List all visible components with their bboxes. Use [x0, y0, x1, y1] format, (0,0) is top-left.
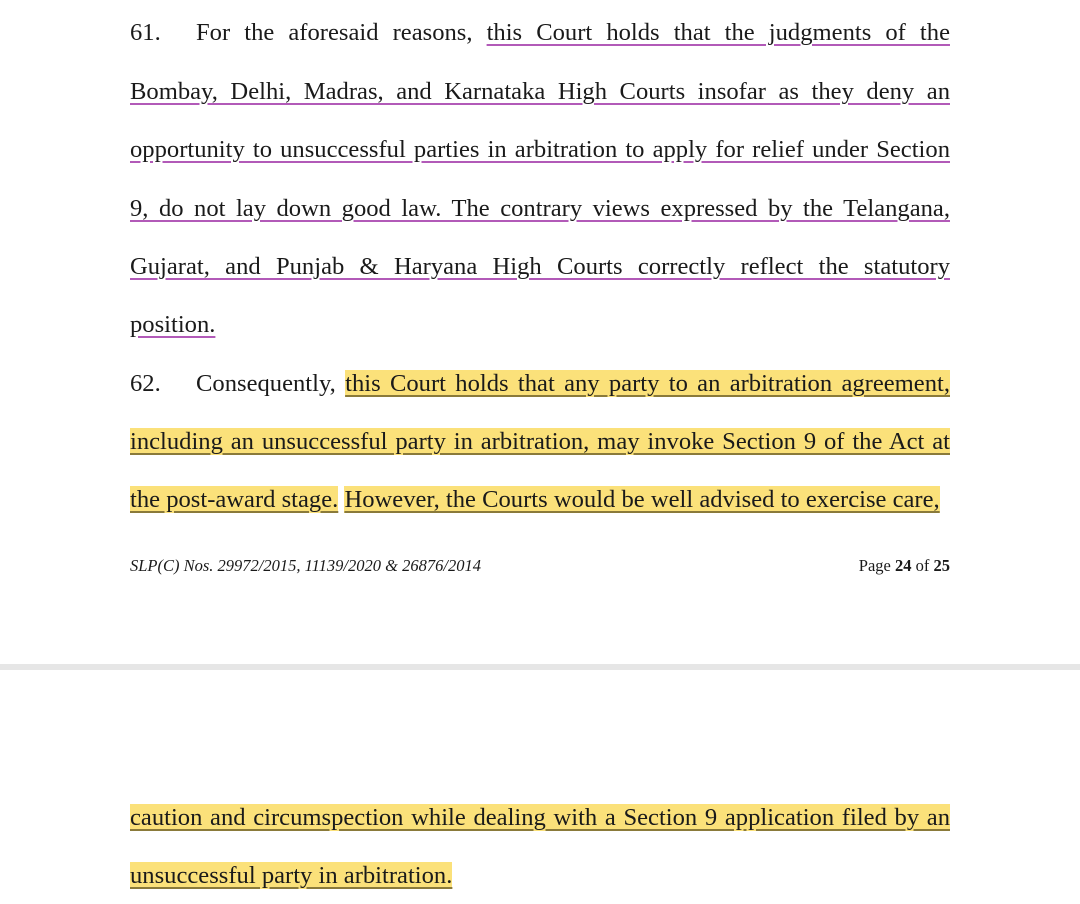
document-page-25	[0, 670, 1080, 904]
para-61-number: 61.	[130, 19, 161, 46]
para-61-line-6	[130, 310, 950, 340]
para-62-lead: Consequently,	[196, 370, 346, 397]
para-61-line-1	[130, 18, 950, 48]
para-62-line-3	[130, 485, 950, 515]
footer-case-numbers: SLP(C) Nos. 29972/2015, 11139/2020 & 26876/2014	[130, 556, 481, 575]
para-61-underlined-text: 9, do not lay down good law. The contrary views expressed by the Telangana,	[130, 195, 950, 222]
page-25-highlighted-text: unsuccessful party in arbitration.	[130, 862, 453, 889]
page-label: Page	[858, 556, 891, 575]
para-61-line-2	[130, 77, 950, 107]
page-current: 24	[895, 556, 912, 575]
page-25-highlighted-text: caution and circumspection while dealing with a Section 9 application filed by an	[130, 804, 950, 831]
para-61-line-5	[130, 252, 950, 282]
page-of: of	[915, 556, 930, 575]
page-25-line-1	[130, 803, 950, 833]
para-62-highlighted-text: However, the Courts would be well advised to exercise care,	[344, 486, 940, 513]
para-62-number: 62.	[130, 370, 161, 397]
para-62-highlighted-text: the post-award stage.	[130, 486, 339, 513]
para-61-underlined-text: Gujarat, and Punjab & Haryana High Courts correctly reflect the statutory	[130, 253, 950, 280]
para-61-lead: For the aforesaid reasons,	[196, 19, 487, 46]
para-61-underlined-text: opportunity to unsuccessful parties in arbitration to apply for relief under Section	[130, 136, 950, 163]
para-61-line-3	[130, 135, 950, 165]
para-61-line-4	[130, 194, 950, 224]
para-62-highlighted-text: this Court holds that any party to an arbitration agreement,	[345, 370, 950, 397]
page-total: 25	[933, 556, 950, 575]
para-62-highlighted-text: including an unsuccessful party in arbitration, may invoke Section 9 of the Act at	[130, 428, 950, 455]
para-61-underlined-text: position.	[130, 311, 216, 338]
para-62-line-2	[130, 427, 950, 457]
para-62-line-1	[130, 369, 950, 399]
para-61-underlined-text: this Court holds that the judgments of the	[486, 19, 950, 46]
para-61-underlined-text: Bombay, Delhi, Madras, and Karnataka High Courts insofar as they deny an	[130, 78, 950, 105]
page-25-line-2	[130, 861, 950, 891]
footer-page-number	[859, 556, 950, 576]
